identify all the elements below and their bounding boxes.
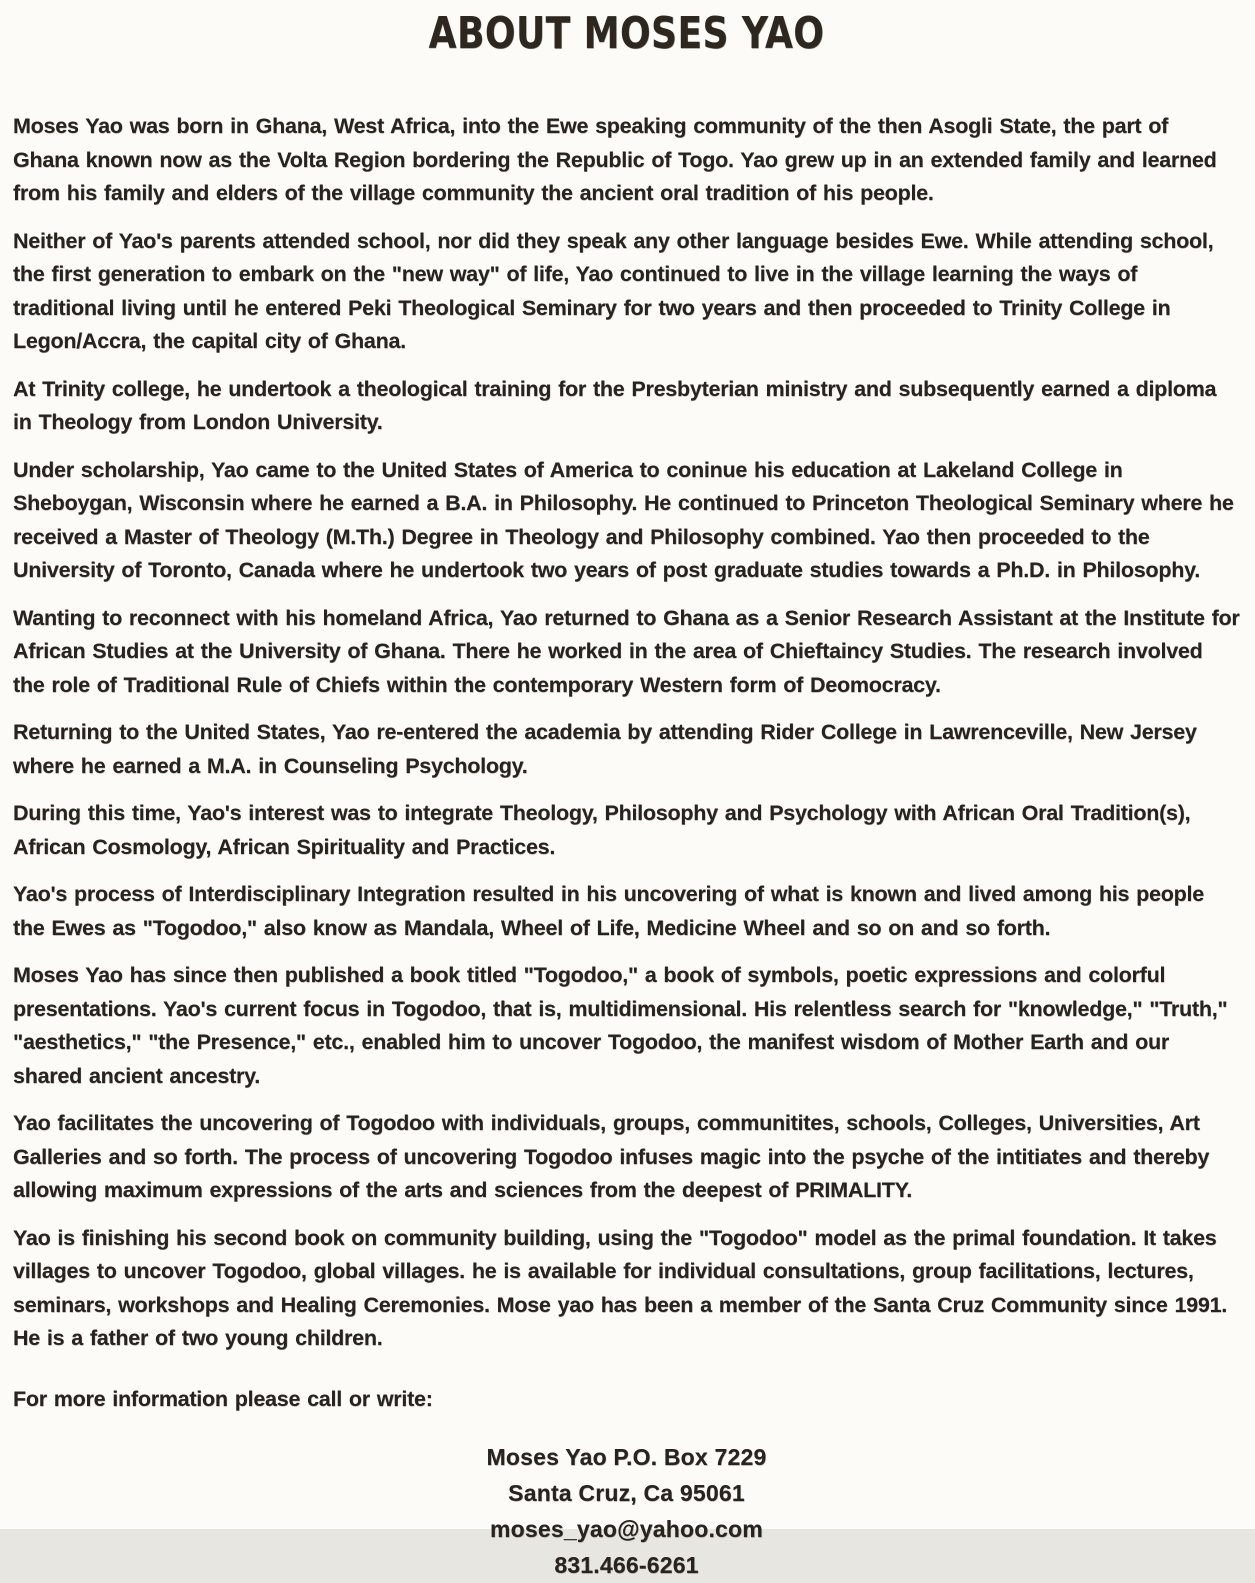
paragraph: Returning to the United States, Yao re-entered the academia by attending Rider College in Lawrenceville, New Jersey where he earned a M.A. in Counseling Psychology. <box>13 720 1197 778</box>
paragraph: At Trinity college, he undertook a theological training for the Presbyterian ministry and subsequently earned a diploma in Theology from London University. <box>13 376 1217 434</box>
paragraph: Yao facilitates the uncovering of Togodoo with individuals, groups, communitites, schools, Colleges, Universities, Art Galleries and so forth. The process of uncovering Togodoo infuses magic into the psyche of the intitiates and thereby allowing maximum expressions of the arts and sciences from the deepest of PRIMALITY. <box>13 1111 1210 1202</box>
paragraph: Wanting to reconnect with his homeland Africa, Yao returned to Ghana as a Senior Research Assistant at the Institute for African Studies at the University of Ghana. There he worked in the area of Chieftaincy Studies. The research involved the role of Traditional Rule of Chiefs within the contemporary Western form of Deomocracy. <box>13 605 1240 697</box>
paragraph: Yao is finishing his second book on community building, using the "Togodoo" model as the primal foundation. It takes villages to uncover Togodoo, global villages. he is available for individual consultations, group facilitations, lectures, seminars, workshops and Healing Ceremonies. Mose yao has been a member of the Santa Cruz Community since 1991. He is a father of two young children. <box>13 1225 1228 1350</box>
closing-line: For more information please call or write: <box>13 1386 433 1411</box>
contact-block <box>13 1439 1240 1583</box>
contact-email: moses_yao@yahoo.com <box>490 1516 763 1542</box>
paragraph: During this time, Yao's interest was to integrate Theology, Philosophy and Psychology with African Oral Tradition(s), African Cosmology, African Spirituality and Practices. <box>13 801 1191 859</box>
paragraph: Neither of Yao's parents attended school, nor did they speak any other language besides Ewe. While attending school, the first generation to embark on the "new way" of life, Yao continued to live in the village learning the ways of traditional living until he entered Peki Theological Seminary for two years and then proceeded to Trinity College in Legon/Accra, the capital city of Ghana. <box>13 228 1214 353</box>
document-body <box>13 110 1240 1416</box>
paragraph: Moses Yao has since then published a book titled "Togodoo," a book of symbols, poetic expressions and colorful presentations. Yao's current focus in Togodoo, that is, multidimensional. His relentless search for "knowledge," "Truth," "aesthetics," "the Presence," etc., enabled him to uncover Togodoo, the manifest wisdom of Mother Earth and our shared ancient ancestry. <box>13 963 1228 1088</box>
paragraph: Yao's process of Interdisciplinary Integration resulted in his uncovering of what is known and lived among his people the Ewes as "Togodoo," also know as Mandala, Wheel of Life, Medicine Wheel and so on and so forth. <box>13 882 1204 940</box>
contact-name-address: Moses Yao P.O. Box 7229 <box>486 1444 767 1470</box>
paragraph: Moses Yao was born in Ghana, West Africa, into the Ewe speaking community of the then Asogli State, the part of Ghana known now as the Volta Region bordering the Republic of Togo. Yao grew up in an extended family and learned from his family and elders of the village community the ancient oral tradition of his people. <box>13 114 1217 205</box>
page-title: ABOUT MOSES YAO <box>428 8 825 59</box>
paragraph: Under scholarship, Yao came to the United States of America to coninue his education at Lakeland College in Sheboygan, Wisconsin where he earned a B.A. in Philosophy. He continued to Princeton Theological Seminary where he received a Master of Theology (M.Th.) Degree in Theology and Philosophy combined. Yao then proceeded to the University of Toronto, Canada where he undertook two years of post graduate studies towards a Ph.D. in Philosophy. <box>13 457 1234 582</box>
contact-phone: 831.466-6261 <box>554 1552 699 1578</box>
contact-city-state-zip: Santa Cruz, Ca 95061 <box>508 1480 745 1506</box>
